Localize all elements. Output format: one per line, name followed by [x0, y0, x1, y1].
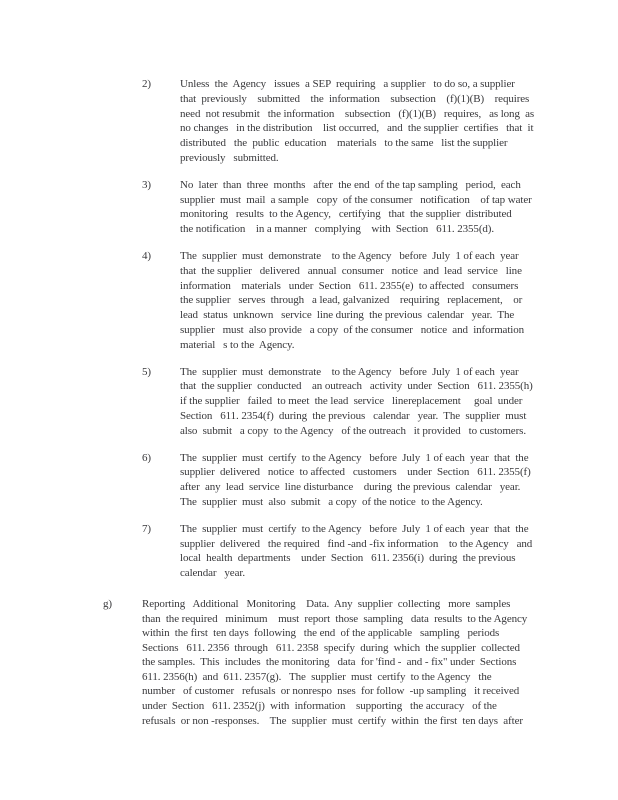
- text-line: the supplier serves through a lead, galvanized requiring replacement, or: [180, 294, 523, 307]
- item-body: [180, 451, 618, 510]
- item-body: [180, 249, 618, 353]
- item-number: 2): [142, 78, 151, 90]
- text-line: also submit a copy to the Agency of the outreach it provided to customers.: [180, 424, 526, 437]
- text-line: calendar year.: [180, 567, 245, 580]
- text-line: the samples. This includes the monitoring data for 'find - and - fix" under Sections: [142, 656, 517, 669]
- item-body: [180, 365, 618, 439]
- item-number: 6): [142, 451, 151, 464]
- item-number: 7): [142, 522, 151, 535]
- text-line: lead status unknown service line during the previous calendar year. The: [180, 309, 515, 322]
- text-line: supplier must mail a sample copy of the consumer notification of tap water: [180, 193, 532, 206]
- text-line: 611. 2356(h) and 611. 2357(g). The supplier must certify to the Agency the: [142, 670, 492, 683]
- text-line: that previously submitted the information subsection (f)(1)(B) requires: [180, 92, 530, 105]
- list-item-3: [142, 178, 618, 237]
- item-number: 4): [142, 249, 151, 262]
- section-g: [103, 597, 618, 728]
- text-line: distributed the public education materials to the same list the supplier: [180, 137, 508, 150]
- text-line: within the first ten days following the end of the applicable sampling periods: [142, 627, 500, 640]
- text-line: than the required minimum must report those sampling data results to the Agency: [142, 612, 528, 625]
- text-line: Unless the Agency issues a SEP requiring a supplier to do so, a supplier: [180, 78, 515, 90]
- text-line: The supplier must demonstrate to the Agency before July 1 of each year: [180, 365, 519, 378]
- text-line: The supplier must also submit a copy of the notice to the Agency.: [180, 495, 483, 508]
- text-line: material s to the Agency.: [180, 338, 295, 351]
- text-line: number of customer refusals or nonrespo nses for follow -up sampling it received: [142, 685, 520, 698]
- text-line: need not resubmit the information subsection (f)(1)(B) requires, as long as: [180, 107, 535, 120]
- text-line: previously submitted.: [180, 151, 279, 164]
- text-line: The supplier must certify to the Agency before July 1 of each year that the: [180, 522, 529, 535]
- item-body: [180, 77, 618, 166]
- section-label: g): [103, 597, 112, 610]
- item-number: 5): [142, 365, 151, 378]
- section-body: [142, 597, 618, 728]
- text-line: refusals or non -responses. The supplier must certify within the first ten days after: [142, 714, 523, 727]
- text-line: monitoring results to the Agency, certifying that the supplier distributed: [180, 208, 512, 221]
- text-line: The supplier must demonstrate to the Agency before July 1 of each year: [180, 249, 519, 262]
- list-item-6: [142, 451, 618, 510]
- text-line: that the supplier conducted an outreach activity under Section 611. 2355(h): [180, 380, 533, 393]
- text-line: Reporting Additional Monitoring Data. Any supplier collecting more samples: [142, 597, 511, 610]
- text-line: the notification in a manner complying with Section 611. 2355(d).: [180, 223, 494, 236]
- item-number: 3): [142, 178, 151, 191]
- text-line: supplier delivered the required find -and -fix information to the Agency and: [180, 537, 533, 550]
- text-line: supplier must also provide a copy of the consumer notice and information: [180, 323, 525, 336]
- list-item-2: [142, 77, 618, 166]
- text-line: information materials under Section 611. 2355(e) to affected consumers: [180, 279, 519, 292]
- list-item-4: [142, 249, 618, 353]
- text-line: after any lead service line disturbance during the previous calendar year.: [180, 481, 521, 494]
- text-line: Section 611. 2354(f) during the previous calendar year. The supplier must: [180, 409, 527, 422]
- text-line: if the supplier failed to meet the lead service linereplacement goal under: [180, 395, 523, 408]
- list-item-7: [142, 522, 618, 581]
- text-line: Sections 611. 2356 through 611. 2358 specify during which the supplier collected: [142, 641, 520, 654]
- text-line: No later than three months after the end of the tap sampling period, each: [180, 178, 521, 191]
- text-line: The supplier must certify to the Agency before July 1 of each year that the: [180, 451, 529, 464]
- item-body: [180, 522, 618, 581]
- text-line: supplier delivered notice to affected customers under Section 611. 2355(f): [180, 466, 531, 479]
- list-item-5: [142, 365, 618, 439]
- item-body: [180, 178, 618, 237]
- text-line: no changes in the distribution list occurred, and the supplier certifies that it: [180, 122, 534, 135]
- text-line: under Section 611. 2352(j) with information supporting the accuracy of the: [142, 700, 497, 713]
- text-line: that the supplier delivered annual consumer notice and lead service line: [180, 264, 522, 277]
- text-line: local health departments under Section 611. 2356(i) during the previous: [180, 552, 516, 565]
